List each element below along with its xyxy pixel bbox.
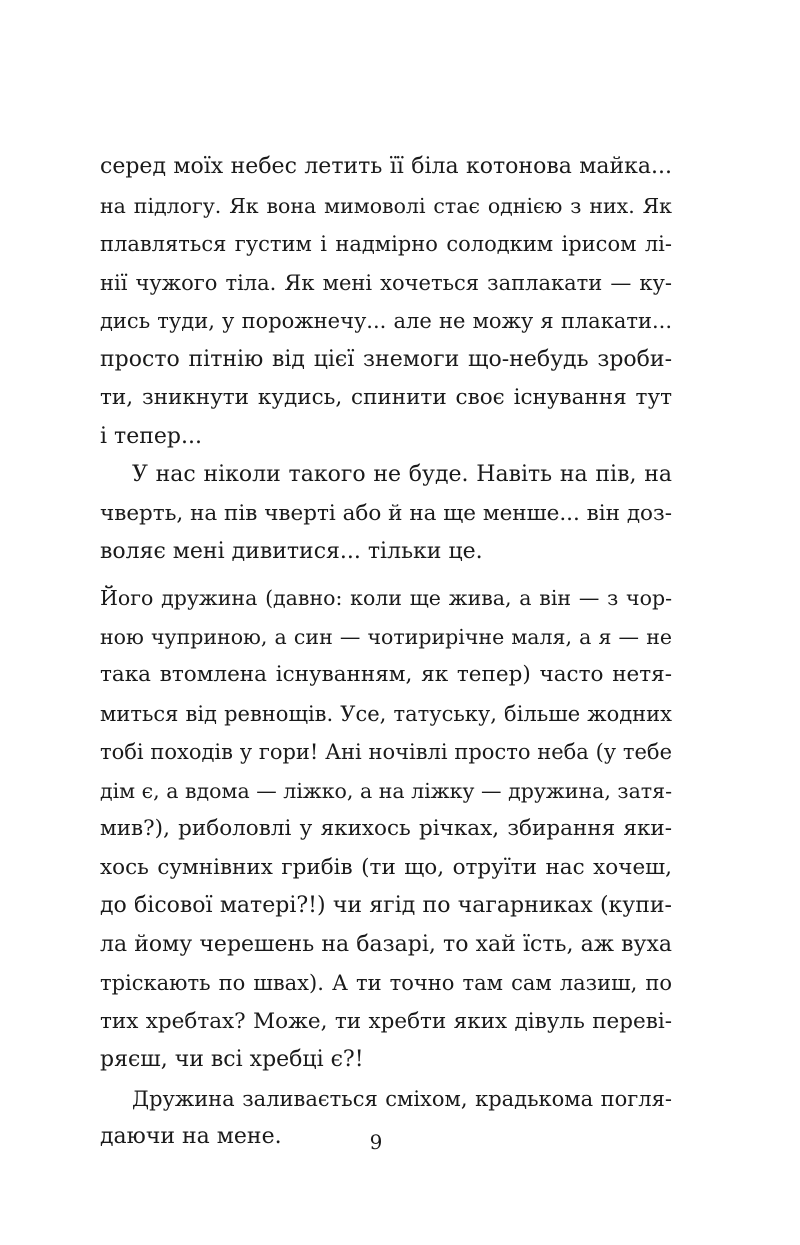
text-line: Дружина заливається сміхом, крадькома погля- [132, 1086, 672, 1111]
text-line: тріскають по швах). А ти точно там сам лазиш, по [100, 971, 672, 995]
text-line: У нас ніколи такого не буде. Навіть на пів, на [132, 462, 672, 487]
text-block-bottom [100, 579, 672, 1157]
text-line: тих хребтах? Може, ти хребти яких дівуль переві- [100, 1008, 672, 1034]
page-number: 9 [369, 1130, 383, 1154]
text-line: просто пітнію від цієї знемоги що-небудь зроби- [100, 346, 672, 372]
text-line: даючи на мене. [100, 1124, 282, 1149]
text-line: ла йому черешень на базарі, то хай їсть, аж вуха [100, 931, 672, 957]
text-line: ною чуприною, а син — чотирирічне маля, а я — не [100, 624, 672, 649]
text-line: ти, зникнути кудись, спинити своє існування тут [100, 385, 672, 410]
text-line: дись туди, у порожнечу... але не можу я плакати... [100, 309, 672, 333]
text-line: хось сумнівних грибів (ти що, отруїти нас хочеш, [100, 854, 672, 880]
text-line: миться від ревнощів. Усе, татуську, більше жодних [100, 701, 672, 726]
text-line: чверть, на пів чверті або й на ще менше... він доз- [100, 500, 672, 526]
text-line: тобі походів у гори! Ані ночівлі просто неба (у тебе [100, 740, 672, 764]
text-block-top [100, 148, 672, 572]
text-line: дім є, а вдома — ліжко, а на ліжку — дружина, затя- [100, 778, 672, 803]
text-line: на підлогу. Як вона мимоволі стає однією з них. Як [100, 193, 672, 218]
text-line: Його дружина (давно: коли ще жива, а він — з чор- [100, 586, 672, 610]
text-line: мив?), риболовлі у якихось річках, збирання яки- [100, 816, 672, 841]
text-line: така втомлена існуванням, як тепер) часто нетя- [100, 662, 672, 687]
text-line: і тепер... [100, 423, 202, 449]
text-line: до бісової матері?!) чи ягід по чагарниках (купи- [100, 893, 672, 918]
text-line: ряєш, чи всі хребці є?! [100, 1047, 364, 1072]
text-line: нії чужого тіла. Як мені хочеться заплакати — ку- [100, 270, 672, 295]
text-line: воляє мені дивитися... тільки це. [100, 539, 483, 564]
text-line: серед моїх небес летить її біла котонова майка... [100, 154, 672, 179]
text-line: плавляться густим і надмірно солодким ірисом лі- [100, 232, 672, 256]
